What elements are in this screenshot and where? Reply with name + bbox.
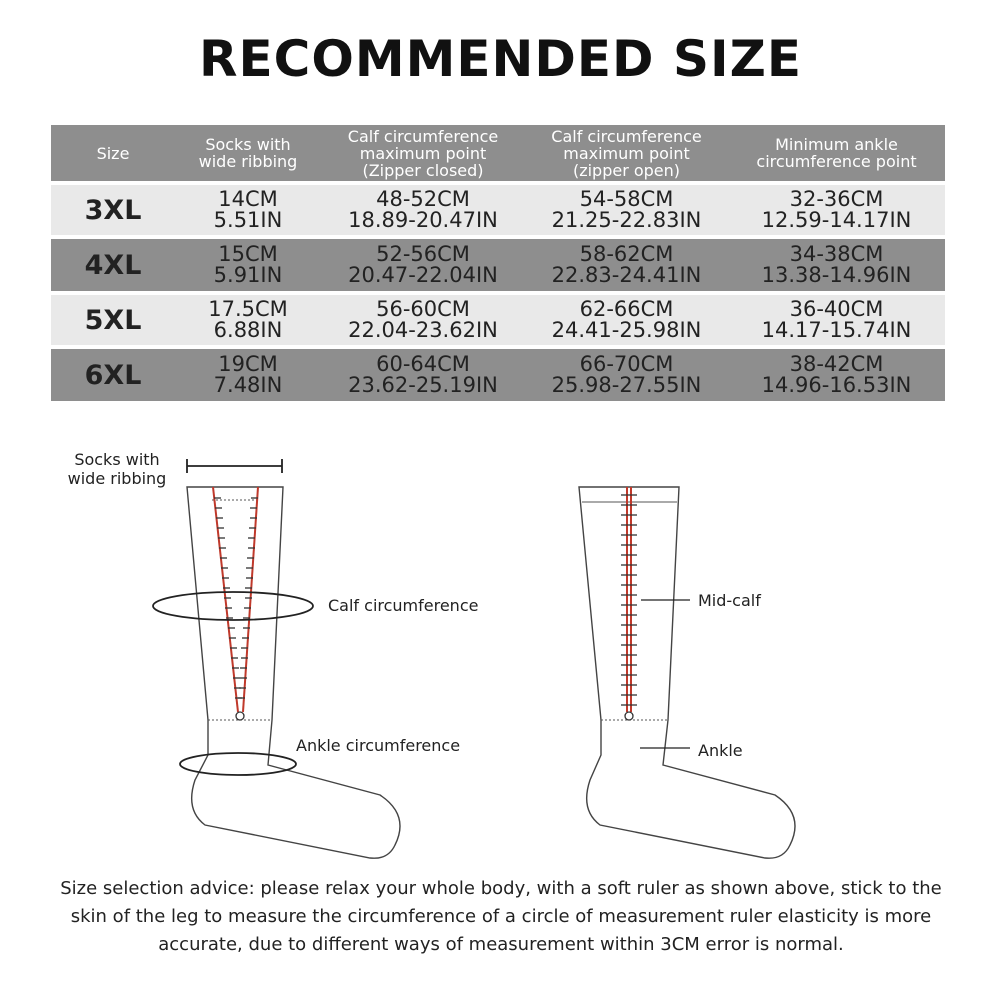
header-calf-open: Calf circumference maximum point (zipper open) <box>525 125 728 181</box>
calf-open-cell: 58-62CM 22.83-24.41IN <box>525 239 728 291</box>
sock-outline <box>579 487 795 858</box>
ribbing-cell: 14CM 5.51IN <box>175 185 321 235</box>
header-ribbing: Socks with wide ribbing <box>175 125 321 181</box>
calf-closed-cell: 48-52CM 18.89-20.47IN <box>321 185 525 235</box>
size-cell: 6XL <box>51 349 175 401</box>
mid-calf-label: Mid-calf <box>698 591 761 610</box>
ribbing-cell: 17.5CM 6.88IN <box>175 295 321 345</box>
ankle-cell: 38-42CM 14.96-16.53IN <box>728 349 945 401</box>
ankle-cell: 36-40CM 14.17-15.74IN <box>728 295 945 345</box>
table-row <box>51 349 945 401</box>
ankle-cell: 32-36CM 12.59-14.17IN <box>728 185 945 235</box>
ankle-circumference-label: Ankle circumference <box>296 736 461 755</box>
calf-circumference-label: Calf circumference <box>328 596 479 615</box>
table-header-row <box>51 125 945 181</box>
zipper-pull-icon <box>236 712 244 720</box>
calf-open-cell: 66-70CM 25.98-27.55IN <box>525 349 728 401</box>
size-cell: 4XL <box>51 239 175 291</box>
size-cell: 3XL <box>51 185 175 235</box>
zipper-pull-icon <box>625 712 633 720</box>
calf-closed-cell: 52-56CM 20.47-22.04IN <box>321 239 525 291</box>
header-calf-closed: Calf circumference maximum point (Zipper closed) <box>321 125 525 181</box>
calf-circumference-ring <box>153 592 313 620</box>
calf-open-cell: 62-66CM 24.41-25.98IN <box>525 295 728 345</box>
ribbing-width-marker <box>187 459 282 473</box>
size-table <box>51 125 945 401</box>
calf-closed-cell: 56-60CM 22.04-23.62IN <box>321 295 525 345</box>
ribbing-label-line2: wide ribbing <box>67 469 167 488</box>
size-advice-text: Size selection advice: please relax your whole body, with a soft ruler as shown above, stick to the skin of the leg to measure the circumference of a circle of measurement ruler elasticity is more accurate, due to different ways of measurement within 3CM error is normal. <box>60 878 942 955</box>
table-row <box>51 295 945 345</box>
header-size: Size <box>51 125 175 181</box>
measurement-diagram <box>0 440 1001 860</box>
ribbing-cell: 15CM 5.91IN <box>175 239 321 291</box>
ribbing-label-line1: Socks with <box>74 450 160 469</box>
calf-closed-cell: 60-64CM 23.62-25.19IN <box>321 349 525 401</box>
ankle-cell: 34-38CM 13.38-14.96IN <box>728 239 945 291</box>
calf-open-cell: 54-58CM 21.25-22.83IN <box>525 185 728 235</box>
sock-zipper-closed <box>579 487 795 858</box>
ribbing-cell: 19CM 7.48IN <box>175 349 321 401</box>
ankle-label: Ankle <box>698 741 743 760</box>
ankle-circumference-ring <box>180 753 296 775</box>
table-row <box>51 239 945 291</box>
size-cell: 5XL <box>51 295 175 345</box>
page-title: RECOMMENDED SIZE <box>199 30 802 88</box>
sock-zipper-open <box>68 450 479 858</box>
table-row <box>51 185 945 235</box>
header-ankle: Minimum ankle circumference point <box>728 125 945 181</box>
